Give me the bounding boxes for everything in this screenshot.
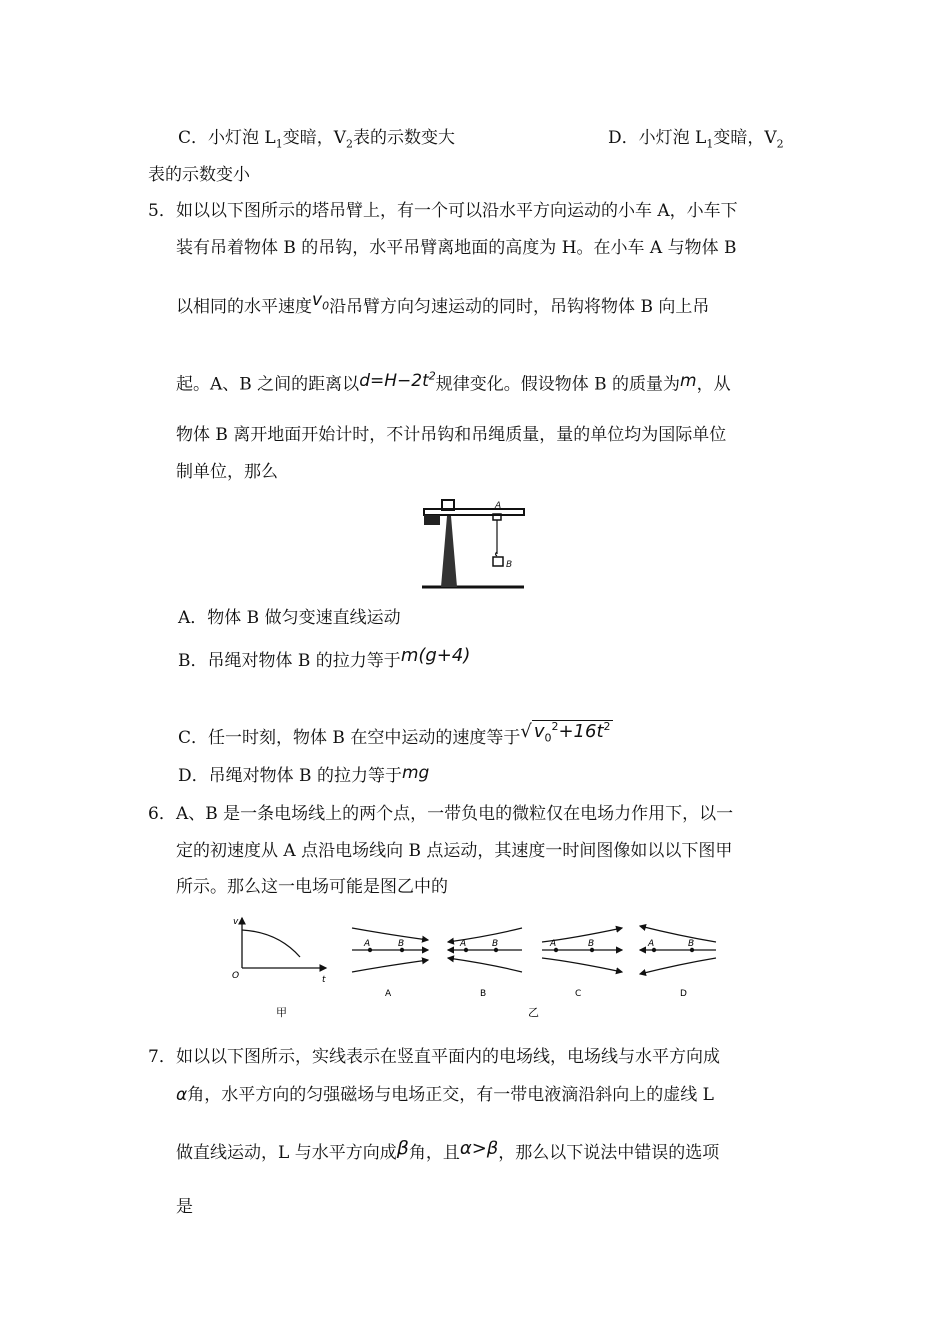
svg-text:A: A [550,939,557,949]
q6-line-2: 定的初速度从 A 点沿电场线向 B 点运动，其速度一时间图像如以以下图甲 [176,841,733,861]
jia-caption: 甲 [276,1006,287,1019]
q4-option-c: C．小灯泡 $L_1$变暗，$V_2$表的示数变大 [178,128,455,151]
svg-text:B: B [492,939,499,949]
q4-option-d: D．小灯泡 $L_1$变暗，$V_2$ [608,128,784,151]
q5-number: 5． [148,201,176,221]
field-panel-d [640,926,716,999]
v-axis-label: v [233,917,239,927]
q5-line-3: 以相同的水平速度$v_0$沿吊臂方向匀速运动的同时，吊钩将物体 B 向上吊 [176,290,710,317]
t-axis-label: t [322,975,326,985]
svg-text:B: B [588,939,595,949]
crane-label-a: A [495,501,502,511]
q7-number: 7． [148,1047,176,1067]
q5-line-5: 物体 B 离开地面开始计时，不计吊钩和吊绳质量，量的单位均为国际单位 [176,425,727,445]
q7-line-3: 做直线运动，L 与水平方向成β角，且α>β，那么以下说法中错误的选项 [176,1137,720,1163]
svg-text:B: B [398,939,405,949]
q5-line-1: 如以以下图所示的塔吊臂上，有一个可以沿水平方向运动的小车 A，小车下 [176,201,738,221]
field-panel-b [448,928,522,999]
panel-a-caption: A [385,989,392,999]
q7-line-2: α角，水平方向的匀强磁场与电场正交，有一带电液滴沿斜向上的虚线 L [176,1085,714,1105]
q4-option-d-wrap: 表的示数变小 [148,165,250,185]
field-panel-a [352,928,428,999]
svg-text:A: A [364,939,371,949]
svg-text:B: B [688,939,695,949]
q5-option-c: C．任一时刻，物体 B 在空中运动的速度等于√ $v_0^2+16t^2$ [178,720,611,748]
svg-text:A: A [460,939,467,949]
vt-graph [232,917,326,1019]
q7-line-1: 如以以下图所示，实线表示在竖直平面内的电场线，电场线与水平方向成 [176,1047,720,1067]
svg-text:A: A [648,939,655,949]
panel-d-caption: D [680,989,687,999]
q6-number: 6． [148,804,176,824]
q7-line-4: 是 [176,1197,193,1217]
field-panel-c [542,928,622,999]
q5-option-a: A．物体 B 做匀变速直线运动 [178,608,401,628]
crane-label-b: B [506,560,513,570]
q5-option-d: D．吊绳对物体 B 的拉力等于mg [178,763,430,786]
q6-line-1: A、B 是一条电场线上的两个点，一带负电的微粒仅在电场力作用下，以一 [176,804,734,824]
panel-c-caption: C [575,989,582,999]
tower-crane-figure [418,494,528,590]
yi-caption: 乙 [528,1006,539,1019]
q5-line-4: 起。A、B 之间的距离以$d=H-2t^2$规律变化。假设物体 B 的质量为m，从 [176,369,731,395]
q5-line-6: 制单位，那么 [176,462,278,482]
origin-label: O [232,971,240,981]
q5-line-2: 装有吊着物体 B 的吊钩，水平吊臂离地面的高度为 H。在小车 A 与物体 B [176,238,737,258]
q6-line-3: 所示。那么这一电场可能是图乙中的 [176,877,448,897]
q5-option-b: B．吊绳对物体 B 的拉力等于m(g+4) [178,645,471,671]
panel-b-caption: B [480,989,487,999]
q6-figure [230,912,730,1022]
